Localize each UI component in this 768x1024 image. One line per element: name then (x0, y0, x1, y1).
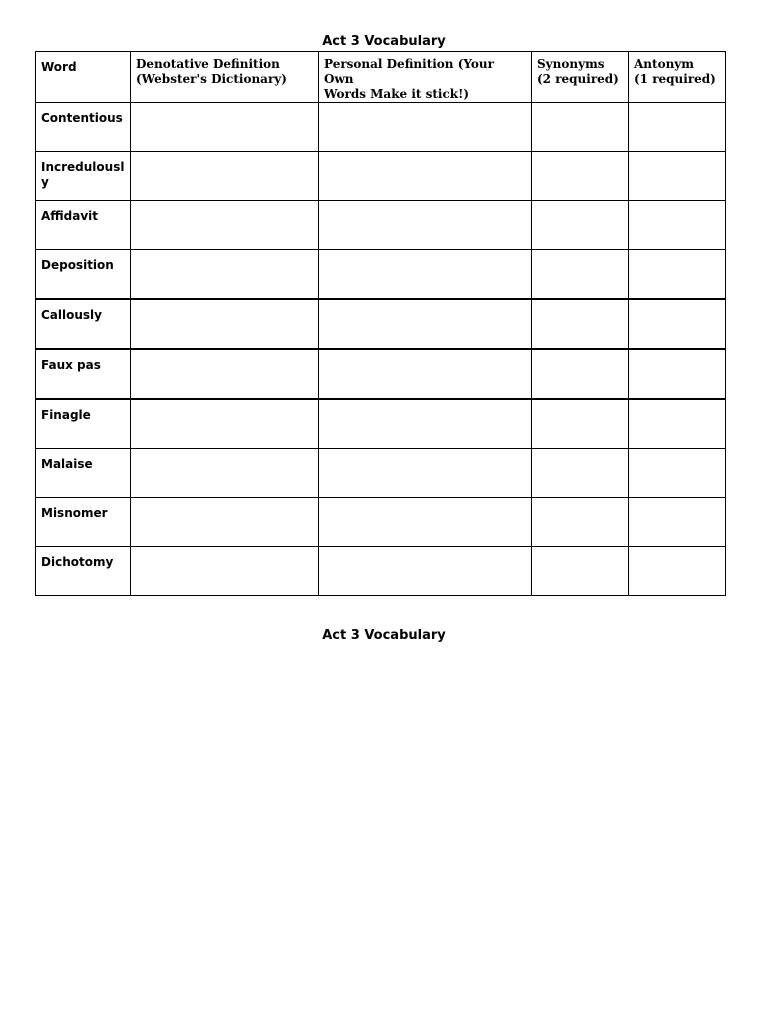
synonyms-cell[interactable] (532, 547, 629, 596)
denotative-definition-cell[interactable] (131, 250, 319, 300)
word-cell: Finagle (36, 399, 131, 449)
synonyms-cell[interactable] (532, 349, 629, 399)
denotative-definition-cell[interactable] (131, 299, 319, 349)
denotative-definition-cell[interactable] (131, 201, 319, 250)
antonym-cell[interactable] (629, 299, 726, 349)
denotative-definition-cell[interactable] (131, 152, 319, 201)
header-synonyms-line1: Synonyms (537, 57, 605, 71)
table-row (36, 250, 726, 300)
antonym-cell[interactable] (629, 103, 726, 152)
personal-definition-cell[interactable] (319, 449, 532, 498)
denotative-definition-cell[interactable] (131, 547, 319, 596)
antonym-cell[interactable] (629, 349, 726, 399)
header-denotative-definition (131, 52, 319, 103)
header-personal-line1: Personal Definition (Your Own (324, 57, 494, 86)
word-cell: Dichotomy (36, 547, 131, 596)
header-synonyms (532, 52, 629, 103)
word-cell: Malaise (36, 449, 131, 498)
word-cell: Callously (36, 299, 131, 349)
denotative-definition-cell[interactable] (131, 449, 319, 498)
antonym-cell[interactable] (629, 201, 726, 250)
word-cell: Contentious (36, 103, 131, 152)
personal-definition-cell[interactable] (319, 349, 532, 399)
synonyms-cell[interactable] (532, 201, 629, 250)
page-title-bottom: Act 3 Vocabulary (322, 628, 446, 643)
personal-definition-cell[interactable] (319, 399, 532, 449)
header-word-label: Word (41, 60, 77, 74)
antonym-cell[interactable] (629, 449, 726, 498)
table-row (36, 547, 726, 596)
table-row (36, 349, 726, 399)
word-cell: Affidavit (36, 201, 131, 250)
table-row (36, 103, 726, 152)
synonyms-cell[interactable] (532, 152, 629, 201)
antonym-cell[interactable] (629, 152, 726, 201)
synonyms-cell[interactable] (532, 399, 629, 449)
antonym-cell[interactable] (629, 250, 726, 300)
synonyms-cell[interactable] (532, 103, 629, 152)
table-row (36, 449, 726, 498)
antonym-cell[interactable] (629, 498, 726, 547)
personal-definition-cell[interactable] (319, 201, 532, 250)
word-cell: Incredulously (36, 152, 131, 201)
header-synonyms-line2: (2 required) (537, 72, 619, 86)
header-personal-line2: Words Make it stick!) (324, 87, 470, 101)
table-row (36, 399, 726, 449)
table-row (36, 201, 726, 250)
personal-definition-cell[interactable] (319, 103, 532, 152)
synonyms-cell[interactable] (532, 299, 629, 349)
word-cell: Deposition (36, 250, 131, 300)
header-word (36, 52, 131, 103)
word-cell: Misnomer (36, 498, 131, 547)
table-header-row (36, 52, 726, 103)
denotative-definition-cell[interactable] (131, 498, 319, 547)
table-row (36, 152, 726, 201)
personal-definition-cell[interactable] (319, 498, 532, 547)
synonyms-cell[interactable] (532, 498, 629, 547)
header-denotative-line2: (Webster's Dictionary) (136, 72, 287, 86)
header-antonym-line2: (1 required) (634, 72, 716, 86)
header-antonym (629, 52, 726, 103)
denotative-definition-cell[interactable] (131, 399, 319, 449)
synonyms-cell[interactable] (532, 449, 629, 498)
denotative-definition-cell[interactable] (131, 103, 319, 152)
denotative-definition-cell[interactable] (131, 349, 319, 399)
synonyms-cell[interactable] (532, 250, 629, 300)
personal-definition-cell[interactable] (319, 547, 532, 596)
header-denotative-line1: Denotative Definition (136, 57, 280, 71)
header-antonym-line1: Antonym (634, 57, 694, 71)
page-title-top: Act 3 Vocabulary (322, 34, 446, 49)
personal-definition-cell[interactable] (319, 250, 532, 300)
antonym-cell[interactable] (629, 399, 726, 449)
vocabulary-table (35, 51, 726, 596)
personal-definition-cell[interactable] (319, 299, 532, 349)
antonym-cell[interactable] (629, 547, 726, 596)
header-personal-definition (319, 52, 532, 103)
table-row (36, 299, 726, 349)
word-cell: Faux pas (36, 349, 131, 399)
personal-definition-cell[interactable] (319, 152, 532, 201)
table-row (36, 498, 726, 547)
